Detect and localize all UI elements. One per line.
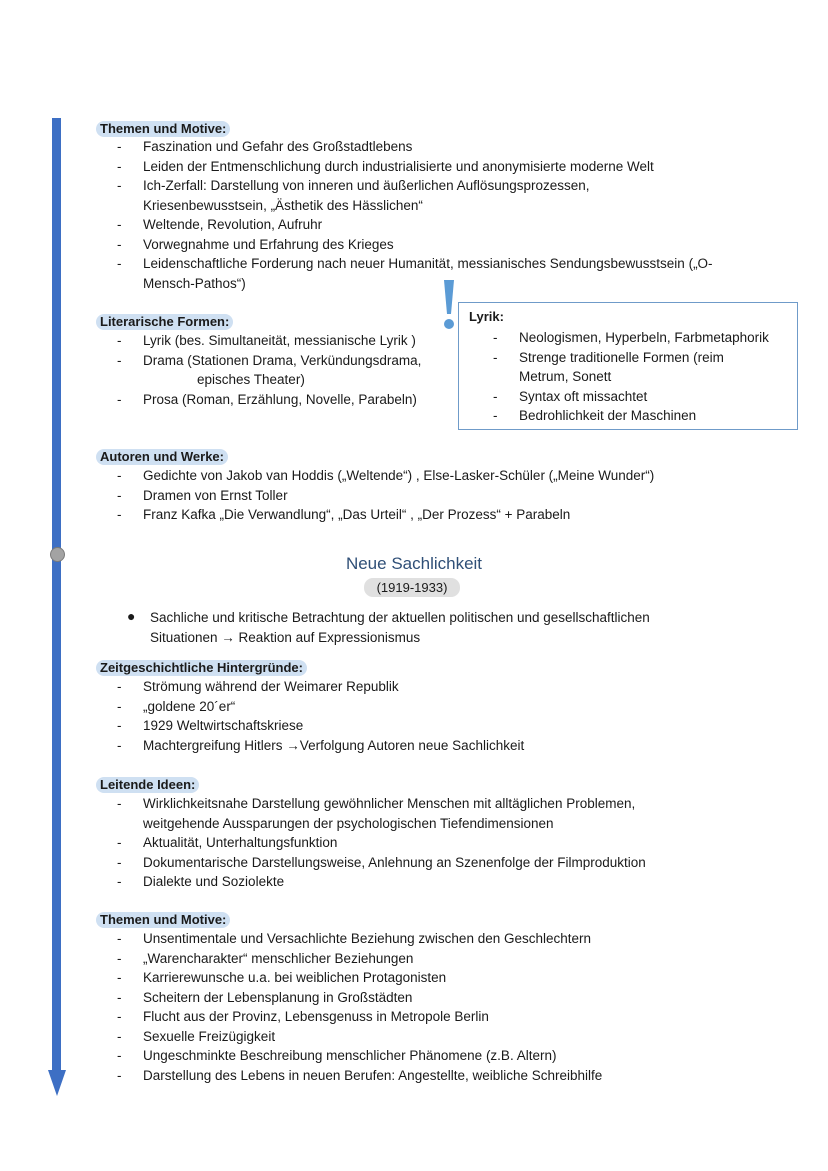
list-item: - Flucht aus der Provinz, Lebensgenuss in Metropole Berlin: [117, 1007, 602, 1027]
list-item: [493, 348, 769, 387]
list-item: - Franz Kafka „Die Verwandlung“, „Das Urteil“ , „Der Prozess“ + Parabeln: [117, 505, 654, 525]
list-item: - „Warencharakter“ menschlicher Beziehungen: [117, 949, 602, 969]
list-item: - Weltende, Revolution, Aufruhr: [117, 215, 713, 235]
lyrik-box: [458, 302, 798, 430]
list-item: [117, 254, 713, 293]
list-item: - Prosa (Roman, Erzählung, Novelle, Parabeln): [117, 390, 421, 410]
formen-list: [117, 331, 421, 409]
themen2-heading: Themen und Motive:: [96, 912, 230, 928]
list-item: - Leiden der Entmenschlichung durch industrialisierte und anonymisierte moderne Welt: [117, 157, 713, 177]
ideen-list: [117, 794, 646, 892]
list-item: - Unsentimentale und Versachlichte Beziehung zwischen den Geschlechtern: [117, 929, 602, 949]
list-item: [117, 176, 713, 215]
themen2-list: [117, 929, 602, 1085]
zeit-heading: Zeitgeschichtliche Hintergründe:: [96, 660, 307, 676]
autoren-list: [117, 466, 654, 525]
timeline-arrow-icon: [48, 1070, 66, 1096]
list-item-text: Metrum, Sonett: [519, 369, 612, 384]
autoren-heading: Autoren und Werke:: [96, 449, 228, 465]
list-item: [117, 794, 646, 833]
list-item: - Vorwegnahme und Erfahrung des Krieges: [117, 235, 713, 255]
list-item-text: Wirklichkeitsnahe Darstellung gewöhnlicher Menschen mit alltäglichen Problemen,: [143, 796, 636, 811]
section-title: Neue Sachlichkeit: [345, 554, 483, 573]
lyrik-list: [493, 328, 769, 426]
list-item-text: Leidenschaftliche Forderung nach neuer Humanität, messianisches Sendungsbewusstsein („O-: [143, 256, 713, 271]
summary-line: Situationen → Reaktion auf Expressionismus: [150, 629, 421, 645]
list-item: - Bedrohlichkeit der Maschinen: [493, 406, 769, 426]
list-item: - Strömung während der Weimarer Republik: [117, 677, 524, 697]
formen-heading: Literarische Formen:: [96, 314, 233, 330]
list-item: - Lyrik (bes. Simultaneität, messianische Lyrik ): [117, 331, 421, 351]
section-summary: [150, 608, 650, 647]
list-item-text: weitgehende Aussparungen der psychologischen Tiefendimensionen: [143, 815, 554, 831]
list-item: - Dramen von Ernst Toller: [117, 486, 654, 506]
list-item: - Faszination und Gefahr des Großstadtlebens: [117, 137, 713, 157]
list-item-text: Drama (Stationen Drama, Verkündungsdrama,: [143, 352, 422, 368]
list-item: - „goldene 20´er“: [117, 697, 524, 717]
list-item: - Dialekte und Soziolekte: [117, 872, 646, 892]
zeit-list: [117, 677, 524, 755]
summary-line: Sachliche und kritische Betrachtung der aktuellen politischen und gesellschaftlichen: [150, 610, 650, 625]
bullet-icon: ●: [127, 608, 136, 624]
list-item: - Aktualität, Unterhaltungsfunktion: [117, 833, 646, 853]
list-item: - Gedichte von Jakob van Hoddis („Weltende“) , Else-Lasker-Schüler („Meine Wunder“): [117, 466, 654, 486]
list-item: - Neologismen, Hyperbeln, Farbmetaphorik: [493, 328, 769, 348]
list-item: - Sexuelle Freizügigkeit: [117, 1027, 602, 1047]
lyrik-title: Lyrik:: [469, 309, 504, 324]
list-item: - Darstellung des Lebens in neuen Berufen: Angestellte, weibliche Schreibhilfe: [117, 1066, 602, 1086]
list-item: - Ungeschminkte Beschreibung menschlicher Phänomene (z.B. Altern): [117, 1046, 602, 1066]
list-item-text: Kriesenbewusstsein, „Ästhetik des Hässlichen“: [143, 197, 423, 213]
section-period-badge: (1919-1933): [364, 578, 460, 597]
list-item: - Karrierewunsche u.a. bei weiblichen Protagonisten: [117, 968, 602, 988]
ideen-heading: Leitende Ideen:: [96, 777, 199, 793]
list-item-text: Mensch-Pathos“): [143, 275, 246, 291]
list-item-text: episches Theater): [197, 372, 305, 387]
list-item: - 1929 Weltwirtschaftskriese: [117, 716, 524, 736]
list-item: - Machtergreifung Hitlers →Verfolgung Autoren neue Sachlichkeit: [117, 736, 524, 756]
list-item: - Scheitern der Lebensplanung in Großstädten: [117, 988, 602, 1008]
themen-heading: Themen und Motive:: [96, 121, 230, 137]
list-item: [117, 351, 421, 390]
list-item: - Syntax oft missachtet: [493, 387, 769, 407]
timeline-bar: [52, 118, 61, 1073]
list-item-text: Strenge traditionelle Formen (reim: [519, 349, 724, 365]
list-item-text: Ich-Zerfall: Darstellung von inneren und äußerlichen Auflösungsprozessen,: [143, 178, 590, 193]
themen-list: [117, 137, 713, 293]
list-item: - Dokumentarische Darstellungsweise, Anlehnung an Szenenfolge der Filmproduktion: [117, 853, 646, 873]
